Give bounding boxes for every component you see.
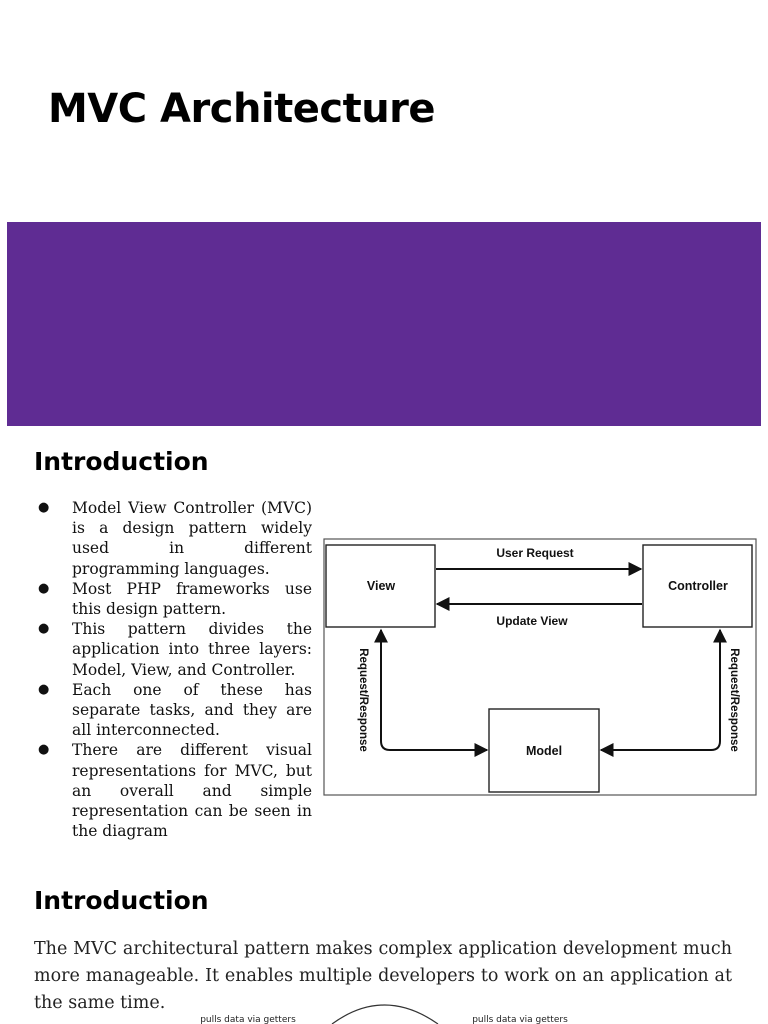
view-label: View — [366, 579, 396, 593]
list-item: ● Model View Controller (MVC) is a design pattern widely used in different programming languages. — [38, 499, 312, 578]
purple-banner — [7, 222, 761, 426]
list-item: ● This pattern divides the application into three layers: Model, View, and Controller. — [38, 620, 312, 679]
mvc-diagram — [323, 538, 757, 796]
bullet-icon: ● — [38, 681, 50, 697]
bottom-diagram — [0, 996, 768, 1024]
cycle-arc — [332, 1005, 438, 1024]
section-heading-introduction-2: Introduction — [34, 886, 209, 915]
mvc-paragraph: The MVC architectural pattern makes complex application development much more manageable. It enables multiple developers to work on an application at the same time. — [34, 939, 732, 1013]
bullet-icon: ● — [38, 580, 50, 596]
request-response-left-label: Request/Response — [357, 648, 369, 752]
bullet-icon: ● — [38, 742, 50, 758]
user-request-label: User Request — [496, 546, 574, 560]
intro-bullet-list — [38, 498, 312, 841]
update-view-label: Update View — [496, 614, 568, 628]
bullet-icon: ● — [38, 500, 50, 515]
bullet-icon: ● — [38, 621, 50, 637]
model-label: Model — [525, 744, 563, 758]
page-title: MVC Architecture — [48, 86, 436, 132]
left-getter-label: pulls data via getters — [200, 1015, 296, 1024]
request-response-right-label: Request/Response — [728, 648, 740, 752]
list-item: ● Each one of these has separate tasks, and they are all interconnected. — [38, 680, 312, 740]
right-getter-label: pulls data via getters — [472, 1015, 568, 1024]
controller-label: Controller — [668, 579, 728, 593]
list-item: ● There are different visual representations for MVC, but an overall and simple representation can be seen in the diagram — [38, 741, 312, 841]
list-item: ● Most PHP frameworks use this design pattern. — [38, 579, 312, 619]
section-heading-introduction: Introduction — [34, 447, 209, 476]
